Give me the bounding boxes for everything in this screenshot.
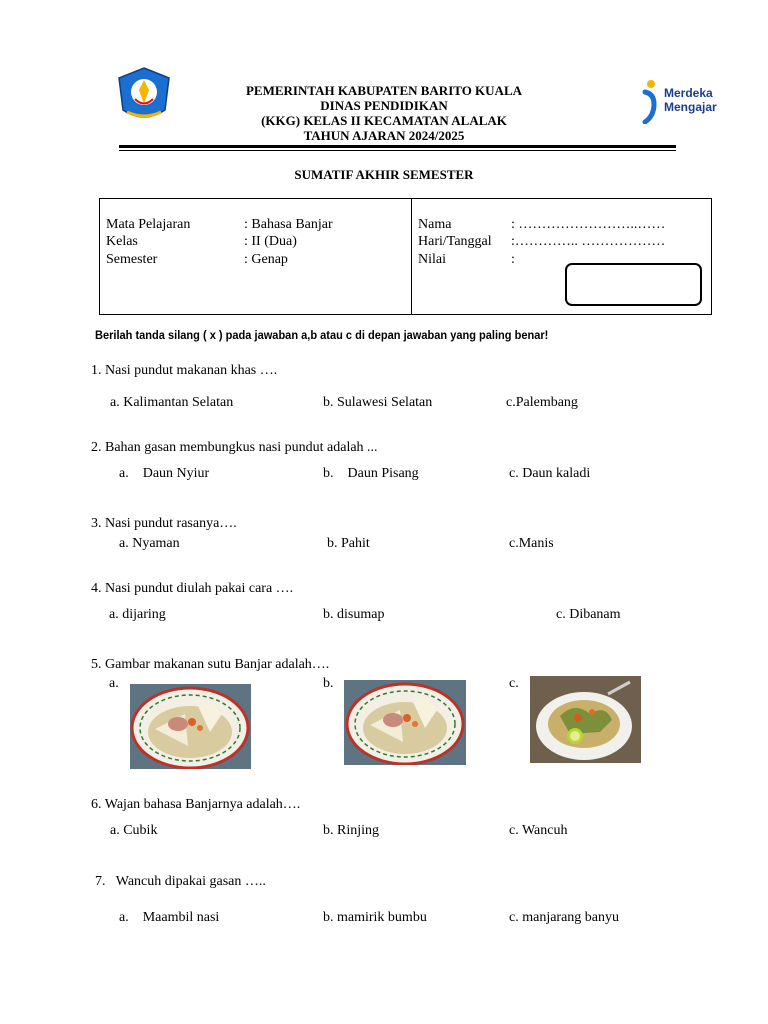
q1-option-b[interactable]: b. Sulawesi Selatan bbox=[323, 395, 433, 410]
instruction-text: Berilah tanda silang ( x ) pada jawaban a,b atau c di depan jawaban yang paling benar! bbox=[95, 328, 549, 342]
header-rule-thick bbox=[119, 145, 676, 148]
q7-option-a[interactable]: a. Maambil nasi bbox=[119, 910, 220, 925]
header-line-2: DINAS PENDIDIKAN bbox=[320, 98, 448, 113]
page-title: SUMATIF AKHIR SEMESTER bbox=[294, 167, 474, 182]
q1-option-c[interactable]: c.Palembang bbox=[506, 395, 578, 410]
info-label-date: Hari/Tanggal bbox=[418, 234, 492, 249]
q5-option-b[interactable]: b. bbox=[323, 676, 334, 691]
q3-option-c[interactable]: c.Manis bbox=[509, 536, 554, 551]
food-image-b[interactable] bbox=[344, 680, 466, 765]
header-line-3: (KKG) KELAS II KECAMATAN ALALAK bbox=[261, 113, 507, 128]
info-label-semester: Semester bbox=[106, 252, 158, 267]
info-value-name[interactable]: : ……………………..…… bbox=[511, 217, 666, 232]
question-7: 7. Wancuh dipakai gasan ….. bbox=[95, 874, 266, 889]
q7-option-c[interactable]: c. manjarang banyu bbox=[509, 910, 620, 925]
info-label-score: Nilai bbox=[418, 252, 446, 267]
food-image-c[interactable] bbox=[530, 676, 641, 763]
header-line-4: TAHUN AJARAN 2024/2025 bbox=[303, 128, 465, 143]
info-value-subject: : Bahasa Banjar bbox=[244, 217, 333, 232]
question-2: 2. Bahan gasan membungkus nasi pundut adalah ... bbox=[91, 440, 378, 455]
q4-option-b[interactable]: b. disumap bbox=[323, 607, 385, 622]
logo-text-line1: Merdeka bbox=[664, 86, 713, 100]
info-table-divider bbox=[411, 199, 412, 314]
q2-option-b[interactable]: b. Daun Pisang bbox=[323, 466, 419, 481]
q6-option-c[interactable]: c. Wancuh bbox=[509, 823, 568, 838]
q3-option-b[interactable]: b. Pahit bbox=[327, 536, 370, 551]
q4-option-c[interactable]: c. Dibanam bbox=[556, 607, 621, 622]
score-box[interactable] bbox=[565, 263, 702, 306]
logo-text-line2: Mengajar bbox=[664, 100, 717, 114]
q3-option-a[interactable]: a. Nyaman bbox=[119, 536, 180, 551]
q2-option-a[interactable]: a. Daun Nyiur bbox=[119, 466, 210, 481]
header-rule-thin bbox=[119, 150, 676, 151]
question-1: 1. Nasi pundut makanan khas …. bbox=[91, 363, 278, 378]
info-value-semester: : Genap bbox=[244, 252, 288, 267]
info-label-class: Kelas bbox=[106, 234, 138, 249]
info-value-score: : bbox=[511, 252, 515, 267]
question-3: 3. Nasi pundut rasanya…. bbox=[91, 516, 237, 531]
q6-option-b[interactable]: b. Rinjing bbox=[323, 823, 380, 838]
q5-option-c[interactable]: c. bbox=[509, 676, 519, 691]
q6-option-a[interactable]: a. Cubik bbox=[110, 823, 158, 838]
q2-option-c[interactable]: c. Daun kaladi bbox=[509, 466, 591, 481]
tut-wuri-handayani-logo bbox=[113, 66, 175, 124]
info-label-name: Nama bbox=[418, 217, 452, 232]
q5-option-a[interactable]: a. bbox=[109, 676, 119, 691]
q1-option-a[interactable]: a. Kalimantan Selatan bbox=[110, 395, 234, 410]
q4-option-a[interactable]: a. dijaring bbox=[109, 607, 166, 622]
question-5: 5. Gambar makanan sutu Banjar adalah…. bbox=[91, 657, 330, 672]
info-value-date[interactable]: :………….. ……………… bbox=[511, 234, 666, 249]
food-image-a[interactable] bbox=[130, 684, 251, 769]
info-label-subject: Mata Pelajaran bbox=[106, 217, 191, 232]
info-value-class: : II (Dua) bbox=[244, 234, 297, 249]
merdeka-mengajar-logo bbox=[640, 78, 720, 124]
question-4: 4. Nasi pundut diulah pakai cara …. bbox=[91, 581, 294, 596]
question-6: 6. Wajan bahasa Banjarnya adalah…. bbox=[91, 797, 301, 812]
header-line-1: PEMERINTAH KABUPATEN BARITO KUALA bbox=[245, 83, 523, 98]
q7-option-b[interactable]: b. mamirik bumbu bbox=[323, 910, 427, 925]
